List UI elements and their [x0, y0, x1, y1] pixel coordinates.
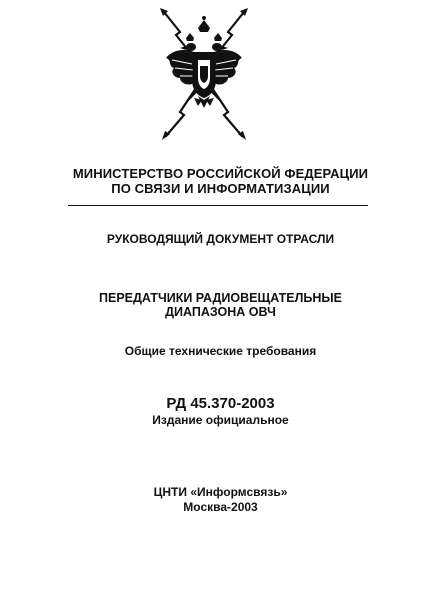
document-code: РД 45.370-2003 [166, 395, 275, 412]
document-subtitle: Общие технические требования [124, 344, 317, 358]
publisher-city-year: Москва-2003 [183, 500, 258, 514]
edition-note: Издание официальное [152, 413, 289, 427]
publisher-block [40, 485, 401, 515]
ministry-name-line-1: МИНИСТЕРСТВО РОССИЙСКОЙ ФЕДЕРАЦИИ [72, 166, 369, 181]
document-type: РУКОВОДЯЩИЙ ДОКУМЕНТ ОТРАСЛИ [106, 232, 335, 246]
document-title [40, 291, 401, 319]
ministry-emblem-icon [158, 8, 250, 140]
publisher-name: ЦНТИ «Информсвязь» [153, 485, 288, 499]
document-title-line-1: ПЕРЕДАТЧИКИ РАДИОВЕЩАТЕЛЬНЫЕ [99, 291, 342, 305]
document-title-line-2: ДИАПАЗОНА ОВЧ [165, 305, 276, 319]
header-divider [68, 205, 368, 206]
ministry-name-line-2: ПО СВЯЗИ И ИНФОРМАТИЗАЦИИ [111, 181, 330, 196]
ministry-name [40, 166, 401, 196]
